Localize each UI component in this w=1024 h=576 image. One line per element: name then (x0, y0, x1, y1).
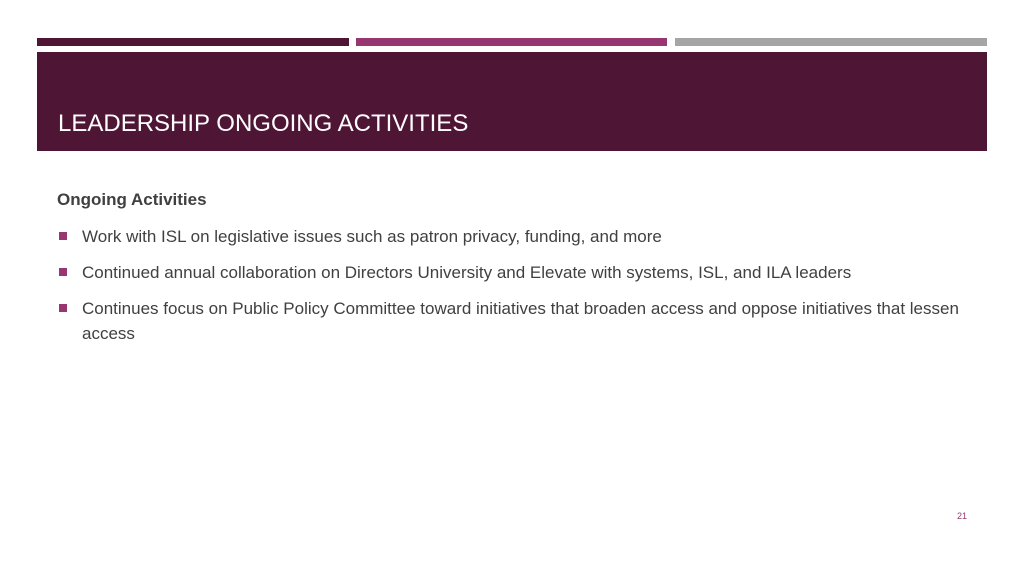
bullet-item (57, 260, 982, 285)
slide-content (57, 188, 977, 357)
top-accent-bars (37, 38, 987, 46)
bullet-item (57, 296, 982, 346)
accent-bar-magenta (356, 38, 667, 46)
accent-bar-dark (37, 38, 349, 46)
bullet-text: Work with ISL on legislative issues such as patron privacy, funding, and more (82, 227, 662, 246)
bullet-text: Continued annual collaboration on Directors University and Elevate with systems, ISL, and ILA leaders (82, 263, 852, 282)
square-bullet-icon (59, 268, 67, 276)
accent-bar-gray (675, 38, 987, 46)
section-subheading: Ongoing Activities (57, 190, 207, 209)
page-number: 21 (956, 511, 967, 521)
square-bullet-icon (59, 304, 67, 312)
bullet-item (57, 224, 982, 249)
title-band (37, 52, 987, 151)
square-bullet-icon (59, 232, 67, 240)
slide-title: LEADERSHIP ONGOING ACTIVITIES (58, 110, 469, 137)
bullet-text: Continues focus on Public Policy Committee toward initiatives that broaden access and oppose initiatives that lessen access (82, 299, 959, 343)
bullet-list (57, 224, 977, 346)
